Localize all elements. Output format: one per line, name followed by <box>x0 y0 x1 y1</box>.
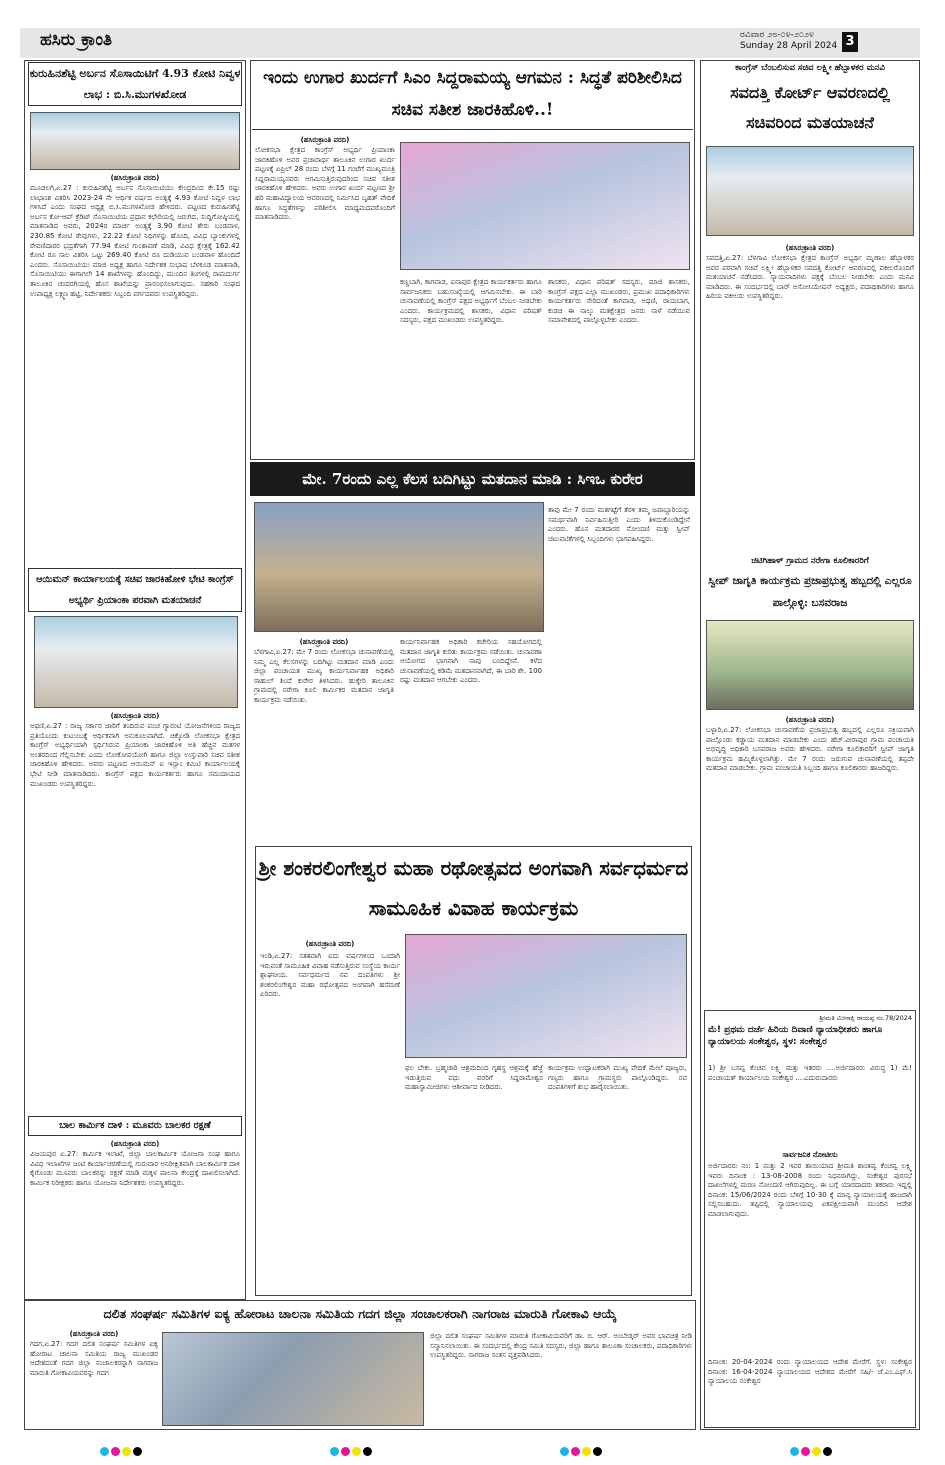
registration-marks-center-left <box>330 1441 374 1460</box>
photo-voter-awareness <box>254 502 544 632</box>
story-cm-visit-col3: ಶಾಸಕರು, ವಿಧಾನ ಪರಿಷತ್ ಸದಸ್ಯರು, ಮಾಜಿ ಶಾಸಕರು, ಕಾಂಗ್ರೆಸ್ ಪಕ್ಷದ ಎಲ್ಲಾ ಮುಖಂಡರು, ಪ್ರಮುಖ ಪದಾಧಿಕಾರಿಗಳು ಕಾರ್ಯಕರ್ತರು ಸೇರಿದಂತೆ ಕಾಗವಾಡ, ಅಥಣಿ, ರಾಯಬಾಗ, ಕುಡಚಿ ಈ ನಾಲ್ಕು ಮತಕ್ಷೇತ್ರದ ಜನರು ನಾಳೆ ನಡೆಯುವ ಸಮಾವೇಶದಲ್ಲಿ ಪಾಲ್ಗೊಳ್ಳಬೇಕು ಎಂದರು. <box>548 278 690 325</box>
newspaper-brand: ಹಸಿರು ಕ್ರಾಂತಿ <box>40 30 113 50</box>
headline-child-labour: ಬಾಲ ಕಾರ್ಮಿಕ ದಾಳಿ : ಮೂವರು ಬಾಲಕರ ರಕ್ಷಣೆ <box>28 1116 242 1136</box>
notice-footer: ದಿನಾಂಕ: 20-04-2024 ರಂದು ನ್ಯಾಯಾಲಯದ ಆದೇಶ ಮೇರೆಗೆ. ಸ್ಥಳ: ಸಂಕೇಶ್ವರ ದಿನಾಂಕ: 16-04-2024 ನ್ಯಾಯಾಲಯದ ಆದೇಶದ ಮೇರೆಗೆ ಸಹಿ/- ಜೆ.ಎಂ.ಎಫ್.ಸಿ ನ್ಯಾಯಾಲಯ ಸಂಕೇಶ್ವರ <box>708 1358 912 1386</box>
story-wedding-col2: ಫಲ ಬೇಕು. ಬ್ರಹ್ಮಚಾರಿ ಆಶ್ರಮದಿಂದ ಗೃಹಸ್ಥ ಆಶ್ರಮಕ್ಕೆ ಹೆಜ್ಜೆ ಇಡುತ್ತಿರುವ ವಧು ವರರಿಗೆ ಸಿದ್ದರಾಮೇಶ್ವರ ಮಹಾಸ್ವಾಮೀಜಿಗಳು ಆಶೀರ್ವಾದ ನೀಡಿದರು. <box>405 1064 543 1092</box>
photo-mass-wedding <box>405 934 687 1058</box>
photo-felicitation <box>162 1332 424 1426</box>
headline-savadatti: ಸವದತ್ತಿ ಕೋರ್ಟ್ ಆವರಣದಲ್ಲಿ ಸಚಿವರಿಂದ ಮತಯಾಚನೆ <box>730 83 890 132</box>
story-cm-visit-col2: ಕಣ್ಣಬಾಗಿ, ಕಾಗವಾಡ, ಐನಾಪುರ ಕ್ಷೇತ್ರದ ಕಾರ್ಯಕರ್ತರು ಹಾಗೂ ಸಾರ್ವಜನಿಕರು ಬಹುಸಂಖ್ಯೆಯಲ್ಲಿ ಆಗಮಿಸಬೇಕು. ಈ ಬಾರಿ ಚುನಾವಣೆಯಲ್ಲಿ ಕಾಂಗ್ರೆಸ್ ಪಕ್ಷದ ಅಭ್ಯರ್ಥಿಗೆ ಬೆಂಬಲ ನೀಡಬೇಕು ಎಂದರು. ಕಾರ್ಯಕ್ರಮದಲ್ಲಿ ಶಾಸಕರು, ವಿಧಾನ ಪರಿಷತ್ ಸದಸ್ಯರು, ಪಕ್ಷದ ಮುಖಂಡರು ಉಪಸ್ಥಿತರಿದ್ದರು. <box>400 278 542 325</box>
byline-vote-appeal: (ಹಸಿರುಕ್ರಾಂತಿ ವರದಿ) <box>299 638 349 646</box>
story-cm-visit-col1: ಲೋಕಸಭಾ ಕ್ಷೇತ್ರದ ಕಾಂಗ್ರೆಸ್ ಅಭ್ಯರ್ಥಿ ಪ್ರಿಯಾಂಕಾ ಜಾರಕಿಹೊಳಿ ಅವರ ಪ್ರಚಾರಾರ್ಥ ತಾಲೂಕಿನ ಉಗಾರ ಖುರ್ದ ಪಟ್ಟಣಕ್ಕೆ ಏಪ್ರಿಲ್ 28 ರಂದು ಬೆಳಗ್ಗೆ 11 ಗಂಟೆಗೆ ಮುಖ್ಯಮಂತ್ರಿ ಸಿದ್ದರಾಮಯ್ಯನವರು ಆಗಮಿಸುತ್ತಿರುವುದರಿಂದ ಸಚಿವ ಸತೀಶ ಜಾರಕಿಹೊಳಿ ಹೇಳಿದರು. ಅವರು ಉಗಾರ ಖುರ್ದ ಪಟ್ಟಣದ ಶ್ರೀ ಹರಿ ಮಹಾವಿದ್ಯಾಲಯ ಆವರಣದಲ್ಲಿ ನಿರ್ಮಿಸಿದ ಬೃಹತ್ ವೇದಿಕೆ ಹಾಗೂ ಸಿದ್ಧತೆಗಳನ್ನು ಪರಿಶೀಲಿಸಿ ಮಾಧ್ಯಮದವರೊಂದಿಗೆ ಮಾತನಾಡಿದರು. <box>255 146 395 222</box>
photo-nrega-workers <box>706 620 914 710</box>
registration-marks-left <box>100 1441 144 1460</box>
headline-kuruhinashetti: ಕುರುಹಿನಶೆಟ್ಟಿ ಅರ್ಬನ ಸೊಸಾಯಿಟಿಗೆ 4.93 ಕೋಟಿ ನಿವ್ವಳ ಲಾಭ : ಬಿ.ಸಿ.ಮುಗಳಖೋಡ <box>28 62 242 106</box>
byline-savadatti: (ಹಸಿರುಕ್ರಾಂತಿ ವರದಿ) <box>785 244 835 252</box>
story-aayiman: ಅಥಣಿ,ಏ.27 : ರಾಜ್ಯ ಸರ್ಕಾರ ಜಾರಿಗೆ ತಂದಿರುವ ಪಂಚ ಗ್ಯಾರಂಟಿ ಯೋಜನೆಗಳಿಂದ ರಾಜ್ಯದ ಪ್ರತಿಯೊಂದು ಕುಟುಂಬಕ್ಕೆ ಆರ್ಥಿಕವಾಗಿ ಅನುಕೂಲವಾಗಿದೆ. ಚಿಕ್ಕೋಡಿ ಲೋಕಸಭಾ ಕ್ಷೇತ್ರದ ಕಾಂಗ್ರೆಸ್ ಅಭ್ಯರ್ಥಿಯಾಗಿ ಸ್ಪರ್ಧಿಸಿರುವ ಪ್ರಿಯಾಂಕಾ ಜಾರಕಿಹೊಳಿ ಅತಿ ಹೆಚ್ಚಿನ ಮತಗಳ ಅಂತರದಿಂದ ಗೆಲ್ಲಿಸಬೇಕು ಎಂದು ಲೋಕೋಪಯೋಗಿ ಹಾಗೂ ಜಿಲ್ಲಾ ಉಸ್ತುವಾರಿ ಸಚಿವ ಸತೀಶ ಜಾರಕಿಹೊಳಿ ಹೇಳಿದರು. ಅವರು ಪಟ್ಟಣದ ಆಯಿಮನ್ ಐ ಇಸ್ಲಾಂ ಕಮಿಟಿ ಕಾರ್ಯಾಲಯಕ್ಕೆ ಭೇಟಿ ನೀಡಿ ಮಾತನಾಡಿದರು. ಕಾಂಗ್ರೆಸ್ ಪಕ್ಷದ ಕಾರ್ಯಕರ್ತರು ಹಾಗೂ ಸಮುದಾಯದ ಮುಖಂಡರು ಉಪಸ್ಥಿತರಿದ್ದರು. <box>30 722 240 788</box>
notice-parties: 1) ಶ್ರೀ ಬಸವ್ವ ಕೆಂಚವ ಲಕ್ಷ್ಮಿ ಮತ್ತು ಇತರರು ....ಅರ್ಜಿದಾರರು ವಿರುದ್ಧ 1) ಮೆ! ಪಂಚಾಯತ್ ಕಾರ್ಯಾಲಯ ಸಂಕೇಶ್ವರ ....ಎದುರುದಾರರು <box>708 1064 912 1082</box>
photo-stage-inspection <box>400 142 690 270</box>
byline-child-labour: (ಹಸಿರುಕ್ರಾಂತಿ ವರದಿ) <box>110 1140 160 1148</box>
notice-body: ಅರ್ಜಿದಾರರು ನಂ: 1 ಮತ್ತು 2 ಇವರ ತಾಯಿಯಾದ ಶ್ರೀಮತಿ ಶಾಂತವ್ವ ಕೆಂಚವ್ವ ಲಕ್ಷ್ಮಿ ಇವರು ದಿನಾಂಕ : 13-08-2008 ರಂದು ನಿಧನರಾಗಿದ್ದು, ಸಂಕೇಶ್ವರ ಪುರಸಭೆ ದಾಖಲೆಗಳಲ್ಲಿ ಮರಣ ನೋಂದಣಿ ಆಗಿರುವುದಿಲ್ಲ. ಈ ಬಗ್ಗೆ ಯಾರದಾದರು ತಕರಾರು ಇದ್ದಲ್ಲಿ ದಿನಾಂಕ: 15/06/2024 ರಂದು ಬೆಳಿಗ್ಗೆ 10-30 ಕ್ಕೆ ಮಾನ್ಯ ನ್ಯಾಯಾಲಯಕ್ಕೆ ಹಾಜರಾಗಿ ಸಲ್ಲಿಸಬಹುದು. ತಪ್ಪಿದಲ್ಲಿ ನ್ಯಾಯಾಲಯವು ಏಕಪಕ್ಷೀಯವಾಗಿ ಮುಂದಿನ ಆದೇಶ ಮಾಡಲಾಗುವುದು. <box>708 1162 912 1218</box>
headline-mass-wedding: ಶ್ರೀ ಶಂಕರಲಿಂಗೇಶ್ವರ ಮಹಾ ರಥೋತ್ಸವದ ಅಂಗವಾಗಿ ಸರ್ವಧರ್ಮದ ಸಾಮೂಹಿಕ ವಿವಾಹ ಕಾರ್ಯಕ್ರಮ <box>258 856 689 920</box>
story-dss-col2: ಜಿಲ್ಲಾ ದಲಿತ ಸಂಘರ್ಷ ಸಮಿತಿಗಳ ಮಾರುತಿ ಗೋಕಾವಿಯವರಿಗೆ ಡಾ. ಬಿ. ಆರ್. ಅಂಬೇಡ್ಕರ್ ಅವರ ಭಾವಚಿತ್ರ ನೀಡಿ ಸನ್ಮಾನಿಸಲಾಯಿತು. ಈ ಸಂದರ್ಭದಲ್ಲಿ ಕೇಂದ್ರ ಸಮಿತಿ ಸದಸ್ಯರು, ಜಿಲ್ಲಾ ಹಾಗೂ ತಾಲೂಕಾ ಸಂಚಾಲಕರು, ಪದಾಧಿಕಾರಿಗಳು ಉಪಸ್ಥಿತರಿದ್ದರು. ನಾಗರಾಜ ಸಂತಸ ವ್ಯಕ್ತಪಡಿಸಿದರು. <box>430 1332 692 1360</box>
kicker-sweep: ಚಿಟಿಗಿಹಾಳ್ ಗ್ರಾಮದ ನರೇಗಾ ಕೂಲಿಕಾರರಿಗೆ <box>751 556 869 566</box>
headline-aayiman-visit: ಆಯಿಮನ್ ಕಾರ್ಯಾಲಯಕ್ಕೆ ಸಚಿವ ಜಾರಕಿಹೋಳಿ ಭೇಟಿ ಕಾಂಗ್ರೆಸ್ ಅಭ್ಯರ್ಥಿ ಪ್ರಿಯಾಂಕಾ ಪರವಾಗಿ ಮತಯಾಚನೆ <box>28 568 242 612</box>
date-english: Sunday 28 April 2024 <box>740 41 838 51</box>
byline-kuruhinashetti: (ಹಸಿರುಕ್ರಾಂತಿ ವರದಿ) <box>110 174 160 182</box>
headline-sweep: ಸ್ವೀಪ್ ಜಾಗೃತಿ ಕಾರ್ಯಕ್ರಮ ಪ್ರಜಾಪ್ರಭುತ್ವ ಹಬ್ಬದಲ್ಲಿ ಎಲ್ಲರೂ ಪಾಲ್ಗೊಳ್ಳಿ: ಬಸವರಾಜ <box>708 575 912 609</box>
registration-marks-right <box>790 1441 834 1460</box>
story-dss-col1: ಗದಗ,ಏ.27: ಗದಗ ದಲಿತ ಸಂಘರ್ಷ ಸಮಿತಿಗಳ ಐಕ್ಯ ಹೋರಾಟ ಚಾಲನಾ ಸಮಿತಿಯ ರಾಜ್ಯ ಮುಖಂಡರ ಆದೇಶದಂತೆ ಗದಗ ಜಿಲ್ಲಾ ಸಂಚಾಲಕರನ್ನಾಗಿ ನಾಗರಾಜ ಮಾರುತಿ ಗೋಕಾವಿಯವರನ್ನು ಗದಗ <box>30 1340 158 1377</box>
kicker-savadatti: ಕಾಂಗ್ರೆಸ್ ಬೆಂಬಲಿಸುವ ಸಚಿವ ಲಕ್ಷ್ಮೀ ಹೆಬ್ಬಾಳಕರ ಮನವಿ <box>735 63 885 73</box>
photo-minister-speech <box>34 616 238 708</box>
story-sweep: ಬಳ್ಳಾರಿ,ಏ.27: ಲೋಕಸಭಾ ಚುನಾವಣೆಯ ಪ್ರಜಾಪ್ರಭುತ್ವ ಹಬ್ಬದಲ್ಲಿ ಎಲ್ಲರೂ ಸಕ್ರಿಯವಾಗಿ ಪಾಲ್ಗೊಂಡು ಕಡ್ಡಾಯ ಮತದಾನ ಮಾಡಬೇಕು ಎಂದು ಹೆಚ್.ವೀರಾಪುರ ಗ್ರಾಮ ಪಂಚಾಯತಿ ಅಭಿವೃದ್ಧಿ ಅಧಿಕಾರಿ ಬಸವರಾಜ ಅವರು ಹೇಳಿದರು. ನರೇಗಾ ಕೂಲಿಕಾರರಿಗೆ ಸ್ವೀಪ್ ಜಾಗೃತಿ ಕಾರ್ಯಕ್ರಮ ಹಮ್ಮಿಕೊಳ್ಳಲಾಗಿತ್ತು. ಮೇ 7 ರಂದು ಜರುಗುವ ಚುನಾವಣೆಯಲ್ಲಿ ತಪ್ಪದೇ ಮತದಾನ ಮಾಡಬೇಕು. ಗ್ರಾಮ ಪಂಚಾಯತಿ ಸಿಬ್ಬಂದಿ ಹಾಗೂ ಕೂಲಿಕಾರರು ಹಾಜರಿದ್ದರು. <box>706 726 914 773</box>
story-wedding-col1: ಇಂಡಿ,ಏ.27: ಸತತವಾಗಿ ಐದು ವರ್ಷಗಳಿಂದ ಒಂದಾಗಿ ಇರುವಂತೆ ಸಾಮೂಹಿಕ ವಿವಾಹ ನಡೆಸುತ್ತಿರುವ ಸಂಸ್ಥೆಯ ಕಾರ್ಯ ಶ್ಲಾಘನೀಯ. ಸರ್ವಧರ್ಮದ ನವ ದಂಪತಿಗಳು ಶ್ರೀ ಶಂಕರಲಿಂಗೇಶ್ವರ ಮಹಾ ರಥೋತ್ಸವದ ಅಂಗವಾಗಿ ಹಸೆಮಣೆ ಏರಿದರು. <box>260 952 400 999</box>
notice-subhead: ಸಾರ್ವಜನಿಕ ನೋಟೀಸು <box>782 1150 838 1159</box>
page-number: 3 <box>842 32 858 52</box>
byline-cm-visit: (ಹಸಿರುಕ್ರಾಂತಿ ವರದಿ) <box>300 136 350 144</box>
photo-court-campaign <box>706 146 914 236</box>
story-kuruhinashetti: ಮೂಡಲಗಿ,ಏ.27 : ಕುರುಹಿನಶೆಟ್ಟಿ ಅರ್ಬನ ಸೊಸಾಯಿಟಿಯು ಕೇಂದ್ರದಿಂದ ಕೇ.15 ರಷ್ಟು ಲಾಭಾಂಶ ವಿತರಿಸಿ 2023-24 ನೇ ಆರ್ಥಿಕ ವರ್ಷದ ಅಂತ್ಯಕ್ಕೆ 4.93 ಕೋಟಿ ನಿವ್ವಳ ಲಾಭ ಗಳಿಸಿದೆ ಎಂದು ಸಂಘದ ಅಧ್ಯಕ್ಷ ಬಿ.ಸಿ.ಮುಗಳಖೋಡ ಹೇಳಿದರು. ಪಟ್ಟಣದ ಕುರುಹಿನಶೆಟ್ಟಿ ಅರ್ಬನ ಕೋ-ಆಪ್ ಕ್ರೆಡಿಟ್ ಸೊಸಾಯಿಟಿಯ ಪ್ರಧಾನ ಕಛೇರಿಯಲ್ಲಿ ಜರುಗಿದ, ಸುದ್ದಿಗೋಷ್ಠಿಯಲ್ಲಿ ಮಾತನಾಡಿದ ಅವರು, 2024ರ ಮಾರ್ಚ ಅಂತ್ಯಕ್ಕೆ 3.90 ಕೋಟಿ ಶೇರು ಬಂಡವಾಳ, 230.85 ಕೋಟಿ ಠೇವುಗಳು, 22.22 ಕೋಟಿ ನಿಧಿಗಳನ್ನು ಹೊಂದಿ, ವಿವಿಧ ಬ್ಯಾಂಕುಗಳಲ್ಲಿ ಠೇವಣಿದಾರರ ಭದ್ರತೆಗಾಗಿ 77.94 ಕೋಟಿ ಗುಂತಾವಣೆ ಮಾಡಿ, ವಿವಿಧ ಕ್ಷೇತ್ರಕ್ಕೆ 162.42 ಕೋಟಿ ರೂ ಸಾಲ ವಿತರಿಸಿ ಒಟ್ಟು 269.40 ಕೋಟಿ ರೂ ದುಡಿಯುವ ಬಂಡವಾಳ ಹೊಂದಿದೆ ಎಂದರು. ಸೊಸಾಯಿಟಿಯು ಮಾಜಿ ಅಧ್ಯಕ್ಷ ಹಾಗೂ ನಿರ್ದೇಶಕ ಸುಭಾಷ ಬೆಳಕೂಡ ಮಾತನಾಡಿ, ಸೊಸಾಯಿಟಿಯು ಈಗಾಗಲೇ 14 ಶಾಖೆಗಳನ್ನು ಹೊಂದಿದ್ದು, ಮುಂದಿನ ತಿಂಗಳಲ್ಲಿ ರಾಮದುರ್ಗ ತಾಲೂಕಿನ ಚಂದರಗಿಯಲ್ಲಿ ಹೊಸ ಶಾಖೆಯನ್ನು ಪ್ರಾರಂಭಿಸಲಾಗುವುದು. ಸಹಕಾರಿ ಸಂಘದ ಉಪಾಧ್ಯಕ್ಷ ಲಕ್ಷ್ಮಣ ಹಟ್ಟಿ, ನಿರ್ದೇಶಕರು ಸಿಬ್ಬಂದಿ ವರ್ಗದವರು ಉಪಸ್ಥಿತರಿದ್ದರು. <box>30 184 240 298</box>
headline-cm-visit: ಇಂದು ಉಗಾರ ಖುರ್ದಗೆ ಸಿಎಂ ಸಿದ್ದರಾಮಯ್ಯ ಆಗಮನ : ಸಿದ್ಧತೆ ಪರಿಶೀಲಿಸಿದ ಸಚಿವ ಸತೀಶ ಜಾರಕಿಹೊಳಿ..! <box>252 62 693 130</box>
story-vote-col1: ಬೆಳಗಾವಿ,ಏ.27: ಮೇ 7 ರಂದು ಲೋಕಸಭಾ ಚುನಾವಣೆಯಲ್ಲಿ ನಿಮ್ಮ ಎಲ್ಲ ಕೆಲಸಗಳನ್ನು ಬದಿಗಿಟ್ಟು ಮತದಾನ ಮಾಡಿ ಎಂದು ಜಿಲ್ಲಾ ಪಂಚಾಯತ ಮುಖ್ಯ ಕಾರ್ಯನಿರ್ವಾಹಕ ಅಧಿಕಾರಿ ರಾಹುಲ್ ಶಿಂದೆ ಕುರೇರ ತಿಳಿಸಿದರು. ಹುಕ್ಕೇರಿ ತಾಲೂಕಿನ ಗ್ರಾಮದಲ್ಲಿ ನರೇಗಾ ಕೂಲಿ ಕಾರ್ಮಿಕರ ಮತದಾನ ಜಾಗೃತಿ ಕಾರ್ಯಕ್ರಮ ನಡೆಯಿತು. <box>254 648 394 704</box>
banner-vote-appeal: ಮೇ. 7ರಂದು ಎಲ್ಲ ಕೆಲಸ ಬದಿಗಿಟ್ಟು ಮತದಾನ ಮಾಡಿ : ಸಿಇಒ ಕುರೇರ <box>250 462 695 496</box>
story-vote-col3: ತಾವು ಮೇ 7 ರಂದು ಮತಗಟ್ಟೆಗೆ ತೆರಳಿ ತಮ್ಮ ಜವಾಬ್ದಾರಿಯನ್ನು ಸಮರ್ಥವಾಗಿ ನಿರ್ವಹಿಸುತ್ತೀರಿ ಎಂದು ತಿಳಿದುಕೊಂಡಿದ್ದೇನೆ ಎಂದರು. ಹೊಸ ಮತದಾರರ ನೋಂದಣಿ ಮತ್ತು ಸ್ವೀಪ್ ಚಟುವಟಿಕೆಗಳಲ್ಲಿ ಸಿಬ್ಬಂದಿಗಳು ಭಾಗವಹಿಸಿದ್ದರು. <box>548 506 690 543</box>
dateline <box>740 30 837 52</box>
story-wedding-col3: ಕಾರ್ಯಕ್ರಮ ಉದ್ಘಾಟಕರಾಗಿ ಮುಖ್ಯ ವೇದಿಕೆ ಮೇಲೆ ಪೂಜ್ಯರು, ಗಣ್ಯರು ಹಾಗೂ ಗ್ರಾಮಸ್ಥರು ಪಾಲ್ಗೊಂಡಿದ್ದರು. ನವ ದಂಪತಿಗಳಿಗೆ ಶುಭ ಹಾರೈಸಲಾಯಿತು. <box>548 1064 687 1092</box>
notice-case-number: ಶ್ರೀಮತಿ ಮೀನಾಕ್ಷಿ ರಾಯಪ್ಪ ನಂ.78/2024 <box>819 1014 912 1022</box>
photo-press-meet <box>30 112 240 170</box>
byline-mass-wedding: (ಹಸಿರುಕ್ರಾಂತಿ ವರದಿ) <box>305 940 355 948</box>
notice-court-title: ಮೆ! ಪ್ರಥಮ ದರ್ಜೆ ಹಿರಿಯ ದಿವಾಣಿ ನ್ಯಾಯಾಧೀಶರು ಹಾಗೂ ನ್ಯಾಯಾಲಯ ಸಂಕೇಶ್ವರ, ಸ್ಥಳ: ಸಂಕೇಶ್ವರ <box>708 1025 883 1047</box>
date-kannada: ರವಿವಾರ ೨೮-೦೪-೨೦೨೪ <box>740 30 814 40</box>
story-savadatti: ಸವದತ್ತಿ,ಏ.27: ಬೆಳಗಾವಿ ಲೋಕಸಭಾ ಕ್ಷೇತ್ರದ ಕಾಂಗ್ರೆಸ್ ಅಭ್ಯರ್ಥಿ ಮೃಣಾಲ ಹೆಬ್ಬಾಳಕರ ಅವರ ಪರವಾಗಿ ಸಚಿವೆ ಲಕ್ಷ್ಮೀ ಹೆಬ್ಬಾಳಕರ ಸವದತ್ತಿ ಕೋರ್ಟ್ ಆವರಣದಲ್ಲಿ ವಕೀಲರೊಂದಿಗೆ ಮತಯಾಚನೆ ನಡೆಸಿದರು. ನ್ಯಾಯವಾದಿಗಳು ಪಕ್ಷಕ್ಕೆ ಬೆಂಬಲ ನೀಡಬೇಕು ಎಂದು ಮನವಿ ಮಾಡಿದರು. ಈ ಸಂದರ್ಭದಲ್ಲಿ ಬಾರ್ ಅಸೋಸಿಯೇಷನ್ ಅಧ್ಯಕ್ಷರು, ಪದಾಧಿಕಾರಿಗಳು ಹಾಗೂ ಹಿರಿಯ ವಕೀಲರು ಉಪಸ್ಥಿತರಿದ್ದರು. <box>706 254 914 301</box>
byline-dss: (ಹಸಿರುಕ್ರಾಂತಿ ವರದಿ) <box>69 1330 119 1338</box>
byline-sweep: (ಹಸಿರುಕ್ರಾಂತಿ ವರದಿ) <box>785 716 835 724</box>
headline-dss: ದಲಿತ ಸಂಘರ್ಷ ಸಮಿತಿಗಳ ಐಕ್ಯ ಹೋರಾಟ ಚಾಲನಾ ಸಮಿತಿಯ ಗದಗ ಜಿಲ್ಲಾ ಸಂಚಾಲಕರಾಗಿ ನಾಗರಾಜ ಮಾರುತಿ ಗೋಕಾವಿ ಆಯ್ಕೆ <box>103 1306 617 1321</box>
byline-aayiman: (ಹಸಿರುಕ್ರಾಂತಿ ವರದಿ) <box>110 712 160 720</box>
story-child-labour: ವಿಜಯಪುರ ಏ.27: ಕಾರ್ಮಿಕ ಇಲಾಖೆ, ಜಿಲ್ಲಾ ಬಾಲಕಾರ್ಮಿಕ ಯೋಜನಾ ಸಂಘ ಹಾಗೂ ವಿವಿಧ ಇಲಾಖೆಗಳ ಜಂಟಿ ಕಾರ್ಯಾಚರಣೆಯಲ್ಲಿ ಗುರುವಾರ ಅನಿರೀಕ್ಷಿತವಾಗಿ ಬಾಲಕಾರ್ಮಿಕ ದಾಳಿ ಕೈಗೊಂಡು ಮೂವರು ಬಾಲಕರನ್ನು ರಕ್ಷಣೆ ಮಾಡಿ ಮಕ್ಕಳ ಪಾಲನಾ ಕೇಂದ್ರಕ್ಕೆ ದಾಖಲಿಸಲಾಗಿದೆ. ಕಾರ್ಮಿಕ ನಿರೀಕ್ಷಕರು ಹಾಗೂ ಯೋಜನಾ ನಿರ್ದೇಶಕರು ಉಪಸ್ಥಿತರಿದ್ದರು. <box>30 1150 240 1187</box>
registration-marks-center-right <box>560 1441 604 1460</box>
story-vote-col2: ಕಾರ್ಯನಿರ್ವಾಹಕ ಅಧಿಕಾರಿ ಕಚೇರಿಯ ಸಹಯೋಗದಲ್ಲಿ ಮತದಾನ ಜಾಗೃತಿ ಕುರಿತು ಕಾರ್ಯಕ್ರಮ ನಡೆಯಿತು. ಚುನಾವಣಾ ಆಯೋಗದ ಭಾಗವಾಗಿ ನಾವು ಬಂದಿದ್ದೇವೆ. ಕಳೆದ ಚುನಾವಣೆಯಲ್ಲಿ ಕಡಿಮೆ ಮತದಾನವಾಗಿದೆ, ಈ ಬಾರಿ ಶೇ. 100 ರಷ್ಟು ಮತದಾನ ಆಗಬೇಕು ಎಂದರು. <box>400 638 542 685</box>
